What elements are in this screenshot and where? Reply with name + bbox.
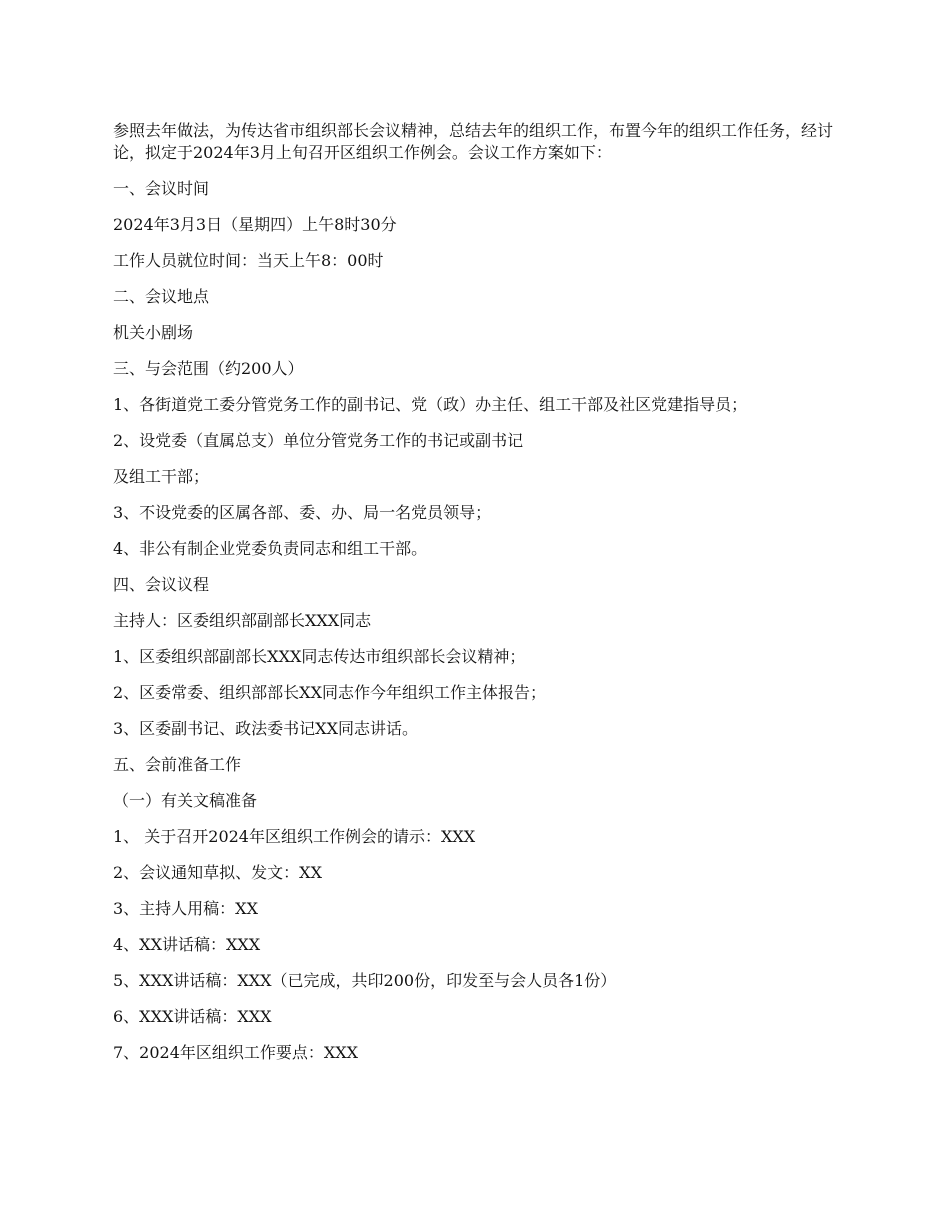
agenda-item: 3、区委副书记、政法委书记XX同志讲话。 — [113, 719, 418, 738]
staff-arrival-time: 工作人员就位时间：当天上午8：00时 — [113, 251, 384, 270]
subsection-heading-documents: （一）有关文稿准备 — [113, 791, 258, 810]
meeting-location: 机关小剧场 — [113, 323, 194, 342]
agenda-item: 1、区委组织部副部长XXX同志传达市组织部长会议精神； — [113, 647, 526, 666]
document-task-item: 4、XX讲话稿：XXX — [113, 935, 261, 954]
document-task-item: 6、XXX讲话稿：XXX — [113, 1007, 272, 1026]
meeting-time: 2024年3月3日（星期四）上午8时30分 — [113, 215, 397, 234]
agenda-item: 2、区委常委、组织部部长XX同志作今年组织工作主体报告； — [113, 683, 546, 702]
document-task-item: 3、主持人用稿：XX — [113, 899, 258, 918]
agenda-host: 主持人：区委组织部副部长XXX同志 — [113, 611, 372, 630]
document-task-item: 5、XXX讲话稿：XXX（已完成，共印200份，印发至与会人员各1份） — [113, 971, 617, 990]
section-heading-attendees: 三、与会范围（约200人） — [113, 359, 304, 378]
attendee-item-continued: 及组工干部； — [113, 467, 210, 486]
section-heading-meeting-time: 一、会议时间 — [113, 179, 210, 198]
section-heading-agenda: 四、会议议程 — [113, 575, 210, 594]
document-task-item: 2、会议通知草拟、发文：XX — [113, 863, 322, 882]
document-page — [113, 120, 843, 1078]
intro-paragraph: 参照去年做法，为传达省市组织部长会议精神，总结去年的组织工作，布置今年的组织工作任务，经讨论，拟定于2024年3月上旬召开区组织工作例会。会议工作方案如下： — [113, 121, 834, 162]
section-heading-meeting-location: 二、会议地点 — [113, 287, 210, 306]
document-task-item: 7、2024年区组织工作要点：XXX — [113, 1043, 359, 1062]
attendee-item: 3、不设党委的区属各部、委、办、局一名党员领导； — [113, 503, 492, 522]
attendee-item: 2、设党委（直属总支）单位分管党务工作的书记或副书记 — [113, 431, 524, 450]
attendee-item: 1、各街道党工委分管党务工作的副书记、党（政）办主任、组工干部及社区党建指导员； — [113, 395, 748, 414]
attendee-item: 4、非公有制企业党委负责同志和组工干部。 — [113, 539, 428, 558]
document-task-item: 1、 关于召开2024年区组织工作例会的请示：XXX — [113, 827, 476, 846]
section-heading-preparation: 五、会前准备工作 — [113, 755, 242, 774]
